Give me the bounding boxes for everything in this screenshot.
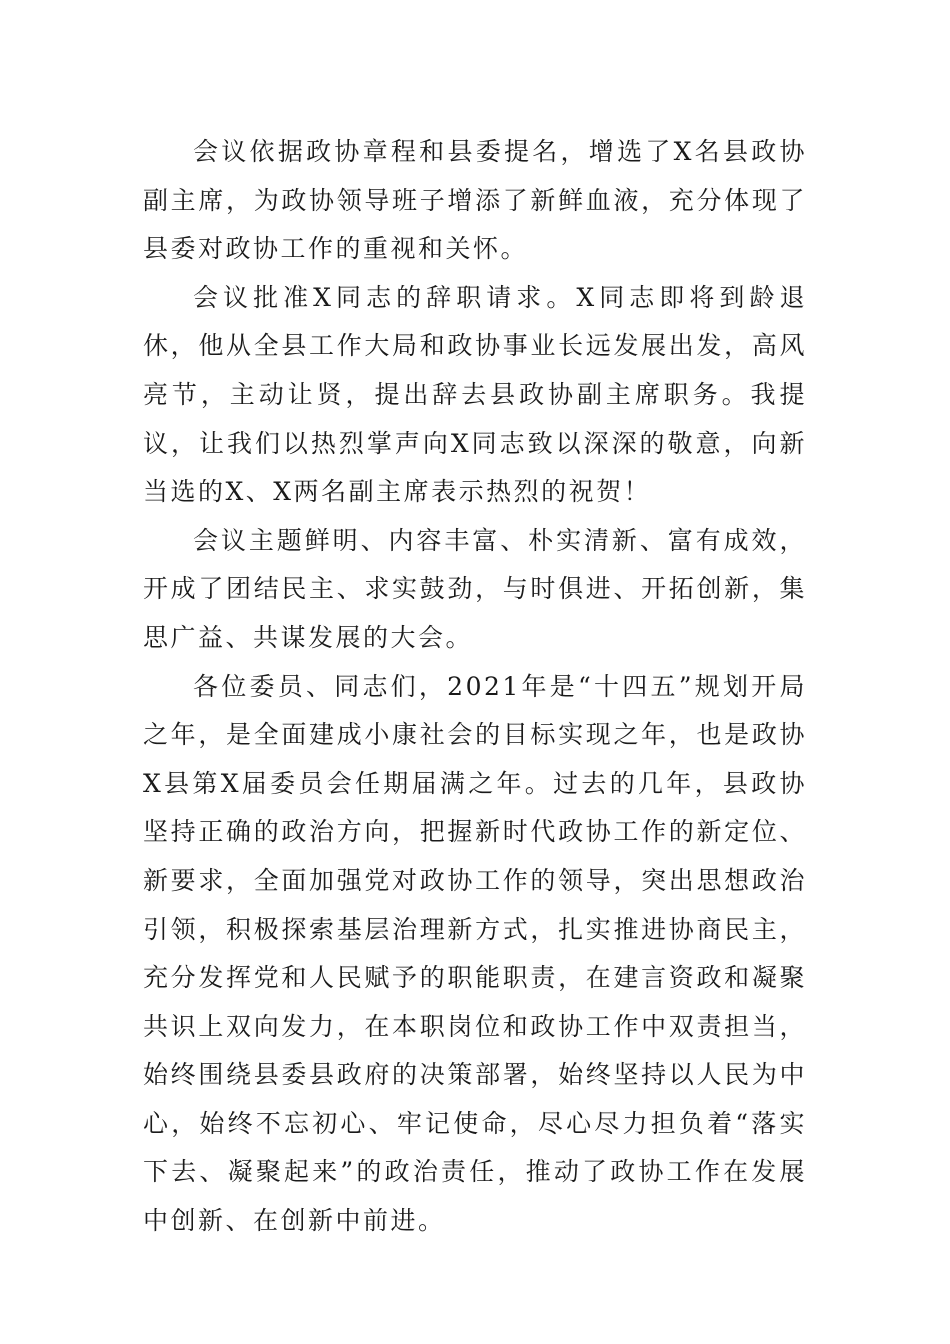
paragraph-4: 各位委员、同志们，2021年是“十四五”规划开局之年，是全面建成小康社会的目标实现之年，也是政协X县第X届委员会任期届满之年。过去的几年，县政协坚持正确的政治方向，把握新时代政协工作的新定位、新要求，全面加强党对政协工作的领导，突出思想政治引领，积极探索基层治理新方式，扎实推进协商民主，充分发挥党和人民赋予的职能职责，在建言资政和凝聚共识上双向发力，在本职岗位和政协工作中双责担当，始终围绕县委县政府的决策部署，始终坚持以人民为中心，始终不忘初心、牢记使命，尽心尽力担负着“落实下去、凝聚起来”的政治责任，推动了政协工作在发展中创新、在创新中前进。	[143, 671, 807, 1236]
paragraph-1: 会议依据政协章程和县委提名，增选了X名县政协副主席，为政协领导班子增添了新鲜血液，充分体现了县委对政协工作的重视和关怀。	[143, 137, 807, 264]
paragraph-2: 会议批准X同志的辞职请求。X同志即将到龄退休，他从全县工作大局和政协事业长远发展出发，高风亮节，主动让贤，提出辞去县政协副主席职务。我提议，让我们以热烈掌声向X同志致以深深的敬意，向新当选的X、X两名副主席表示热烈的祝贺！	[143, 282, 807, 507]
document-body	[143, 128, 807, 1246]
paragraph-3: 会议主题鲜明、内容丰富、朴实清新、富有成效，开成了团结民主、求实鼓劲，与时俱进、开拓创新，集思广益、共谋发展的大会。	[143, 525, 807, 652]
